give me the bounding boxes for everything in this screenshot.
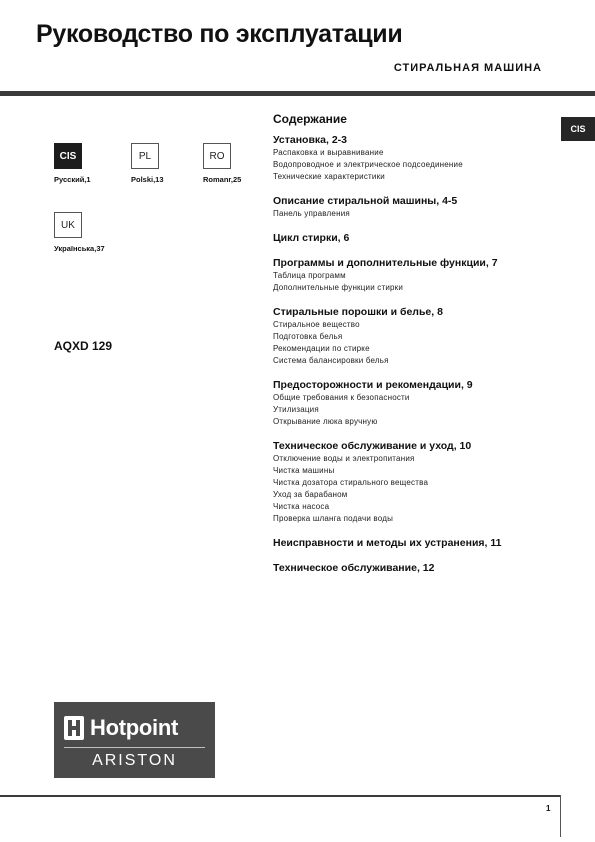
language-ro [203, 143, 273, 184]
language-code-box: RO [203, 143, 231, 169]
footer-divider [0, 795, 560, 797]
hotpoint-mark-icon [64, 716, 84, 740]
language-uk [54, 212, 124, 253]
toc-item: Таблица программ [273, 271, 346, 280]
toc-section-detergents [273, 306, 558, 367]
language-name: Romanr,25 [203, 175, 242, 184]
language-name: Polski,13 [131, 175, 164, 184]
toc-item: Технические характеристики [273, 172, 385, 181]
logo-top-row [64, 710, 178, 746]
logo-sub-text: ARISTON [92, 752, 177, 769]
toc-item: Дополнительные функции стирки [273, 283, 404, 292]
page-subtitle: СТИРАЛЬНАЯ МАШИНА [393, 62, 542, 74]
toc-item: Панель управления [273, 209, 350, 218]
page-number: 1 [546, 804, 551, 813]
footer-vertical-rule [560, 795, 561, 837]
toc-item: Чистка машины [273, 466, 335, 475]
toc-item: Уход за барабаном [273, 490, 348, 499]
language-cis [54, 143, 124, 184]
toc-section-maintenance [273, 440, 558, 525]
toc-section-title: Неисправности и методы их устранения, 11 [273, 537, 502, 549]
toc-section-description [273, 195, 558, 220]
toc-section-service [273, 562, 558, 575]
toc-item: Общие требования к безопасности [273, 393, 410, 402]
toc-item: Рекомендации по стирке [273, 344, 370, 353]
toc-section-precautions [273, 379, 558, 428]
language-name: Русский,1 [54, 175, 91, 184]
toc-heading: Содержание [273, 112, 347, 126]
toc-section-troubleshooting [273, 537, 558, 550]
toc-item: Утилизация [273, 405, 319, 414]
toc-section-title: Программы и дополнительные функции, 7 [273, 257, 498, 269]
toc-item: Чистка дозатора стирального вещества [273, 478, 429, 487]
model-number: AQXD 129 [54, 339, 113, 353]
toc-section-title: Цикл стирки, 6 [273, 232, 350, 244]
language-pl [131, 143, 201, 184]
table-of-contents [273, 112, 558, 587]
brand-logo [54, 702, 215, 778]
toc-item: Чистка насоса [273, 502, 330, 511]
toc-item: Открывание люка вручную [273, 417, 378, 426]
language-side-tab: CIS [561, 117, 595, 141]
language-code-box: CIS [54, 143, 82, 169]
toc-section-title: Предосторожности и рекомендации, 9 [273, 379, 473, 391]
toc-section-title: Стиральные порошки и белье, 8 [273, 306, 443, 318]
toc-item: Проверка шланга подачи воды [273, 514, 394, 523]
header-divider [0, 91, 595, 96]
toc-item: Водопроводное и электрическое подсоединение [273, 160, 463, 169]
language-code-box: PL [131, 143, 159, 169]
toc-item: Отключение воды и электропитания [273, 454, 415, 463]
toc-item: Система балансировки белья [273, 356, 389, 365]
logo-brand-text: Hotpoint [90, 715, 179, 740]
toc-section-programs [273, 257, 558, 294]
toc-item: Подготовка белья [273, 332, 343, 341]
page-title: Руководство по эксплуатации [36, 20, 403, 48]
toc-section-title: Техническое обслуживание, 12 [273, 562, 435, 574]
toc-item: Стиральное вещество [273, 320, 360, 329]
toc-section-title: Техническое обслуживание и уход, 10 [273, 440, 472, 452]
language-name: Українська,37 [54, 244, 105, 253]
toc-section-wash-cycle [273, 232, 558, 245]
toc-item: Распаковка и выравнивание [273, 148, 384, 157]
language-code-box: UK [54, 212, 82, 238]
toc-section-title: Установка, 2-3 [273, 134, 348, 146]
toc-section-installation [273, 134, 558, 183]
logo-divider [64, 747, 205, 748]
toc-section-title: Описание стиральной машины, 4-5 [273, 195, 458, 207]
